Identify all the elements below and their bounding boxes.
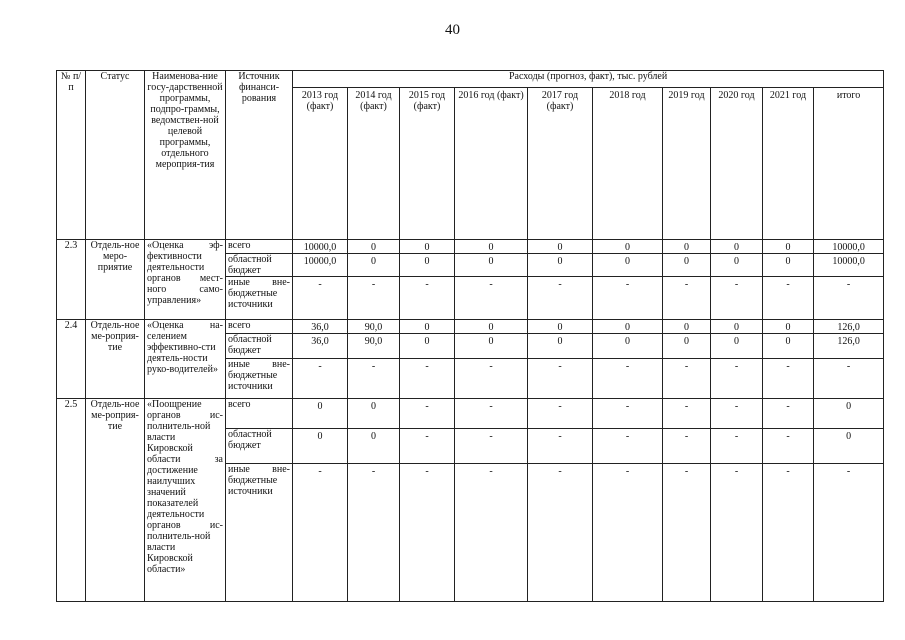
- year-header: 2015 год (факт): [400, 88, 455, 239]
- total-value: -: [814, 358, 884, 398]
- year-value: 0: [293, 399, 348, 429]
- year-value: 0: [528, 334, 593, 358]
- row-status: Отдель-ное ме-роприя-тие: [86, 399, 145, 602]
- table-row: [57, 320, 884, 334]
- year-value: 0: [711, 334, 763, 358]
- year-value: -: [663, 429, 711, 463]
- funding-source: всего: [226, 399, 293, 429]
- funding-source: всего: [226, 239, 293, 253]
- year-value: 0: [400, 253, 455, 276]
- header-row: [57, 71, 884, 88]
- year-value: -: [763, 463, 814, 601]
- year-value: 0: [593, 239, 663, 253]
- page-number: 40: [445, 22, 460, 38]
- year-header: 2019 год: [663, 88, 711, 239]
- expenses-table: [56, 70, 884, 602]
- total-value: 10000,0: [814, 253, 884, 276]
- year-value: 0: [348, 429, 400, 463]
- year-value: -: [528, 399, 593, 429]
- year-value: 0: [400, 320, 455, 334]
- year-value: -: [528, 463, 593, 601]
- header-name: Наименова-ние госу-дарственной программы, подпро-граммы, ведомствен-ной целевой программы, отдельного мероприя-тия: [145, 71, 226, 240]
- year-value: -: [593, 358, 663, 398]
- funding-source: всего: [226, 320, 293, 334]
- funding-source: иные вне-бюджетные источники: [226, 463, 293, 601]
- row-program-name: «Оценка эф-фективности деятельности органов мест-ного само-управления»: [145, 239, 226, 320]
- year-value: -: [528, 276, 593, 319]
- funding-source: иные вне-бюджетные источники: [226, 276, 293, 319]
- year-value: 36,0: [293, 334, 348, 358]
- year-value: 0: [528, 239, 593, 253]
- year-value: 0: [711, 239, 763, 253]
- year-value: 0: [455, 239, 528, 253]
- year-value: -: [663, 399, 711, 429]
- total-value: 0: [814, 399, 884, 429]
- row-number: 2.4: [57, 320, 86, 399]
- year-value: 0: [593, 253, 663, 276]
- year-value: -: [293, 276, 348, 319]
- funding-source: областной бюджет: [226, 253, 293, 276]
- year-value: 0: [348, 399, 400, 429]
- year-value: -: [348, 463, 400, 601]
- year-value: 0: [400, 239, 455, 253]
- year-value: -: [400, 399, 455, 429]
- year-value: 36,0: [293, 320, 348, 334]
- row-status: Отдель-ное меро-приятие: [86, 239, 145, 320]
- year-value: 0: [663, 253, 711, 276]
- funding-source: иные вне-бюджетные источники: [226, 358, 293, 398]
- year-value: -: [763, 399, 814, 429]
- year-header: 2017 год (факт): [528, 88, 593, 239]
- year-value: -: [593, 429, 663, 463]
- year-value: -: [400, 358, 455, 398]
- year-value: -: [400, 276, 455, 319]
- year-value: -: [528, 429, 593, 463]
- year-value: 0: [593, 320, 663, 334]
- year-value: -: [763, 358, 814, 398]
- year-value: 90,0: [348, 334, 400, 358]
- year-value: 10000,0: [293, 253, 348, 276]
- year-value: -: [711, 399, 763, 429]
- year-value: -: [663, 358, 711, 398]
- year-value: -: [293, 358, 348, 398]
- total-value: -: [814, 463, 884, 601]
- year-value: 0: [348, 239, 400, 253]
- year-value: 0: [763, 334, 814, 358]
- year-value: 0: [455, 253, 528, 276]
- year-value: 90,0: [348, 320, 400, 334]
- year-value: -: [455, 429, 528, 463]
- total-value: 0: [814, 429, 884, 463]
- year-header: 2016 год (факт): [455, 88, 528, 239]
- year-value: 10000,0: [293, 239, 348, 253]
- year-header: 2013 год (факт): [293, 88, 348, 239]
- year-value: 0: [593, 334, 663, 358]
- year-value: 0: [348, 253, 400, 276]
- year-value: -: [593, 276, 663, 319]
- year-header: 2014 год (факт): [348, 88, 400, 239]
- year-value: -: [663, 463, 711, 601]
- row-number: 2.3: [57, 239, 86, 320]
- funding-source: областной бюджет: [226, 334, 293, 358]
- year-value: -: [663, 276, 711, 319]
- year-header: 2021 год: [763, 88, 814, 239]
- year-value: 0: [763, 320, 814, 334]
- header-source: Источник финанси-рования: [226, 71, 293, 240]
- total-value: -: [814, 276, 884, 319]
- table-row: [57, 399, 884, 429]
- year-value: -: [348, 358, 400, 398]
- row-program-name: «Поощрение органов ис-полнитель-ной власти Кировской области за достижение наилучших значений показателей деятельности органов ис-полнитель-ной власти Кировской области»: [145, 399, 226, 602]
- year-header: 2018 год: [593, 88, 663, 239]
- year-value: -: [455, 399, 528, 429]
- year-value: 0: [528, 253, 593, 276]
- year-value: -: [455, 358, 528, 398]
- year-value: -: [400, 463, 455, 601]
- header-status: Статус: [86, 71, 145, 240]
- table-row: [57, 239, 884, 253]
- year-value: -: [293, 463, 348, 601]
- year-value: -: [455, 276, 528, 319]
- year-value: 0: [455, 320, 528, 334]
- total-header: итого: [814, 88, 884, 239]
- year-value: -: [528, 358, 593, 398]
- row-status: Отдель-ное ме-роприя-тие: [86, 320, 145, 399]
- year-value: -: [711, 358, 763, 398]
- year-value: 0: [663, 320, 711, 334]
- year-value: 0: [455, 334, 528, 358]
- year-value: 0: [711, 320, 763, 334]
- year-value: 0: [400, 334, 455, 358]
- header-expenses: Расходы (прогноз, факт), тыс. рублей: [293, 71, 884, 88]
- funding-source: областной бюджет: [226, 429, 293, 463]
- year-value: 0: [663, 334, 711, 358]
- year-value: 0: [293, 429, 348, 463]
- year-value: -: [711, 463, 763, 601]
- year-value: -: [348, 276, 400, 319]
- year-value: -: [711, 429, 763, 463]
- total-value: 126,0: [814, 320, 884, 334]
- year-value: -: [455, 463, 528, 601]
- total-value: 10000,0: [814, 239, 884, 253]
- year-value: 0: [763, 253, 814, 276]
- header-num: № п/п: [57, 71, 86, 240]
- year-value: -: [593, 463, 663, 601]
- year-value: 0: [763, 239, 814, 253]
- year-value: 0: [711, 253, 763, 276]
- year-value: -: [763, 429, 814, 463]
- total-value: 126,0: [814, 334, 884, 358]
- year-value: -: [400, 429, 455, 463]
- year-value: 0: [663, 239, 711, 253]
- year-value: -: [711, 276, 763, 319]
- year-value: 0: [528, 320, 593, 334]
- row-program-name: «Оценка на-селением эффективно-сти деятель-ности руко-водителей»: [145, 320, 226, 399]
- row-number: 2.5: [57, 399, 86, 602]
- year-header: 2020 год: [711, 88, 763, 239]
- year-value: -: [593, 399, 663, 429]
- year-value: -: [763, 276, 814, 319]
